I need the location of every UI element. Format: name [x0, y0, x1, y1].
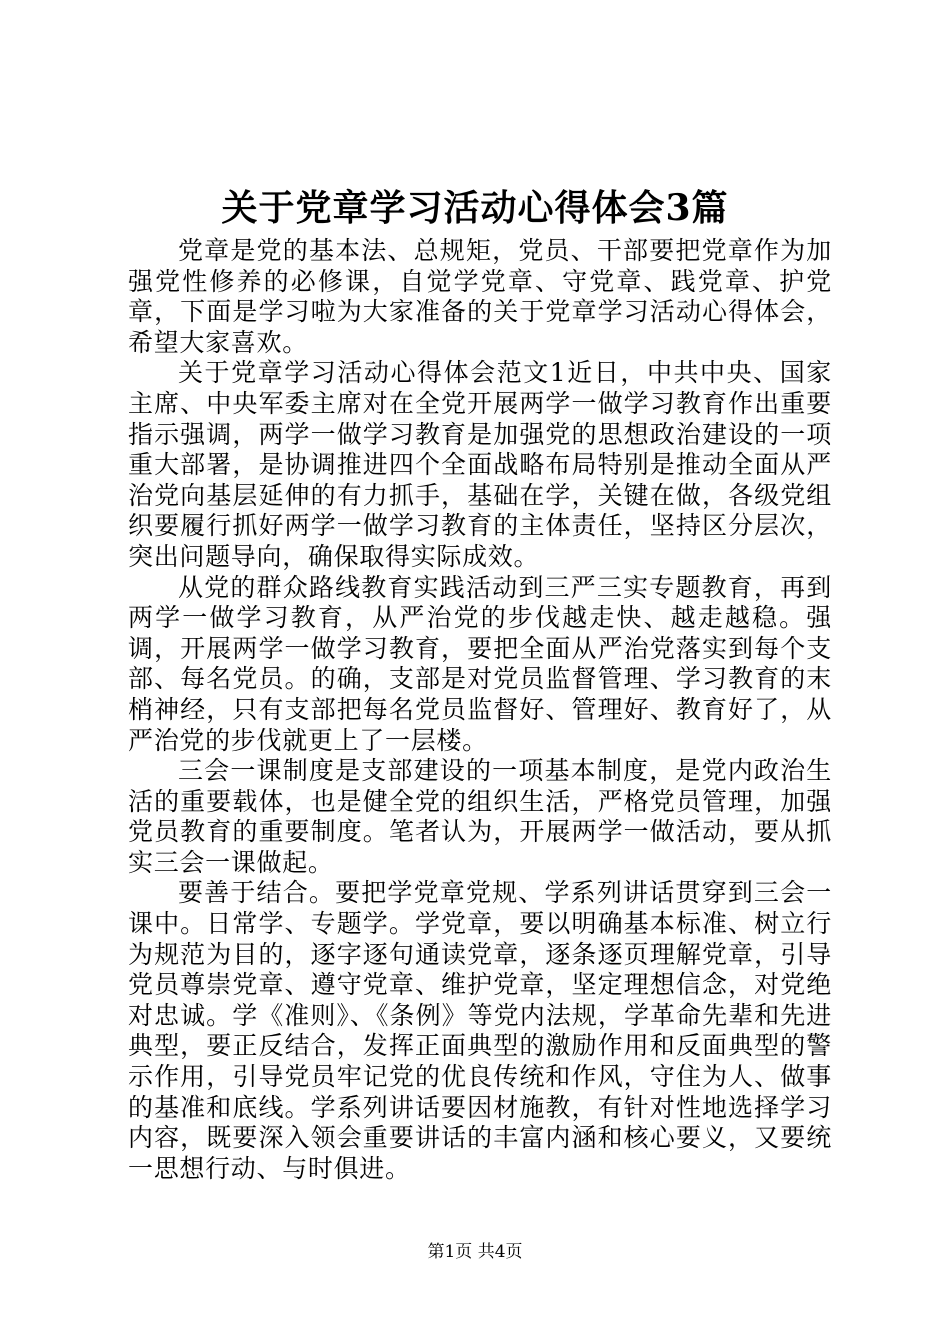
paragraph-combine-learning: 要善于结合。要把学党章党规、学系列讲话贯穿到三会一课中。日常学、专题学。学党章，要以明确基本标准、树立行为规范为目的，逐字逐句通读党章，逐条逐页理解党章，引导党员尊崇党章、遵守党章、维护党章，坚定理想信念，对党绝对忠诚。学《准则》、《条例》等党内法规，学革命先辈和先进典型，要正反结合，发挥正面典型的激励作用和反面典型的警示作用，引导党员牢记党的优良传统和作风，守住为人、做事的基准和底线。学系列讲话要因材施教，有针对性地选择学习内容，既要深入领会重要讲话的丰富内涵和核心要义，又要统一思想行动、与时俱进。 — [128, 878, 832, 1183]
paragraph-essay-1: 关于党章学习活动心得体会范文1近日，中共中央、国家主席、中央军委主席对在全党开展两学一做学习教育作出重要指示强调，两学一做学习教育是加强党的思想政治建设的一项重大部署，是协调推进四个全面战略布局特别是推动全面从严治党向基层延伸的有力抓手，基础在学，关键在做，各级党组织要履行抓好两学一做学习教育的主体责任，坚持区分层次，突出问题导向，确保取得实际成效。 — [128, 358, 832, 571]
page-number-footer: 第1页 共4页 — [427, 1242, 523, 1262]
document-body — [128, 236, 832, 1184]
paragraph-strict-governance: 从党的群众路线教育实践活动到三严三实专题教育，再到两学一做学习教育，从严治党的步伐越走快、越走越稳。强调，开展两学一做学习教育，要把全面从严治党落实到每个支部、每名党员。的确，支部是对党员监督管理、学习教育的末梢神经，只有支部把每名党员监督好、管理好、教育好了，从严治党的步伐就更上了一层楼。 — [128, 572, 832, 755]
paragraph-three-meetings: 三会一课制度是支部建设的一项基本制度，是党内政治生活的重要载体，也是健全党的组织生活，严格党员管理，加强党员教育的重要制度。笔者认为，开展两学一做活动，要从抓实三会一课做起。 — [128, 756, 832, 877]
document-title: 关于党章学习活动心得体会3篇 — [221, 187, 729, 229]
paragraph-intro: 党章是党的基本法、总规矩，党员、干部要把党章作为加强党性修养的必修课，自觉学党章、守党章、践党章、护党章，下面是学习啦为大家准备的关于党章学习活动心得体会，希望大家喜欢。 — [128, 236, 832, 357]
